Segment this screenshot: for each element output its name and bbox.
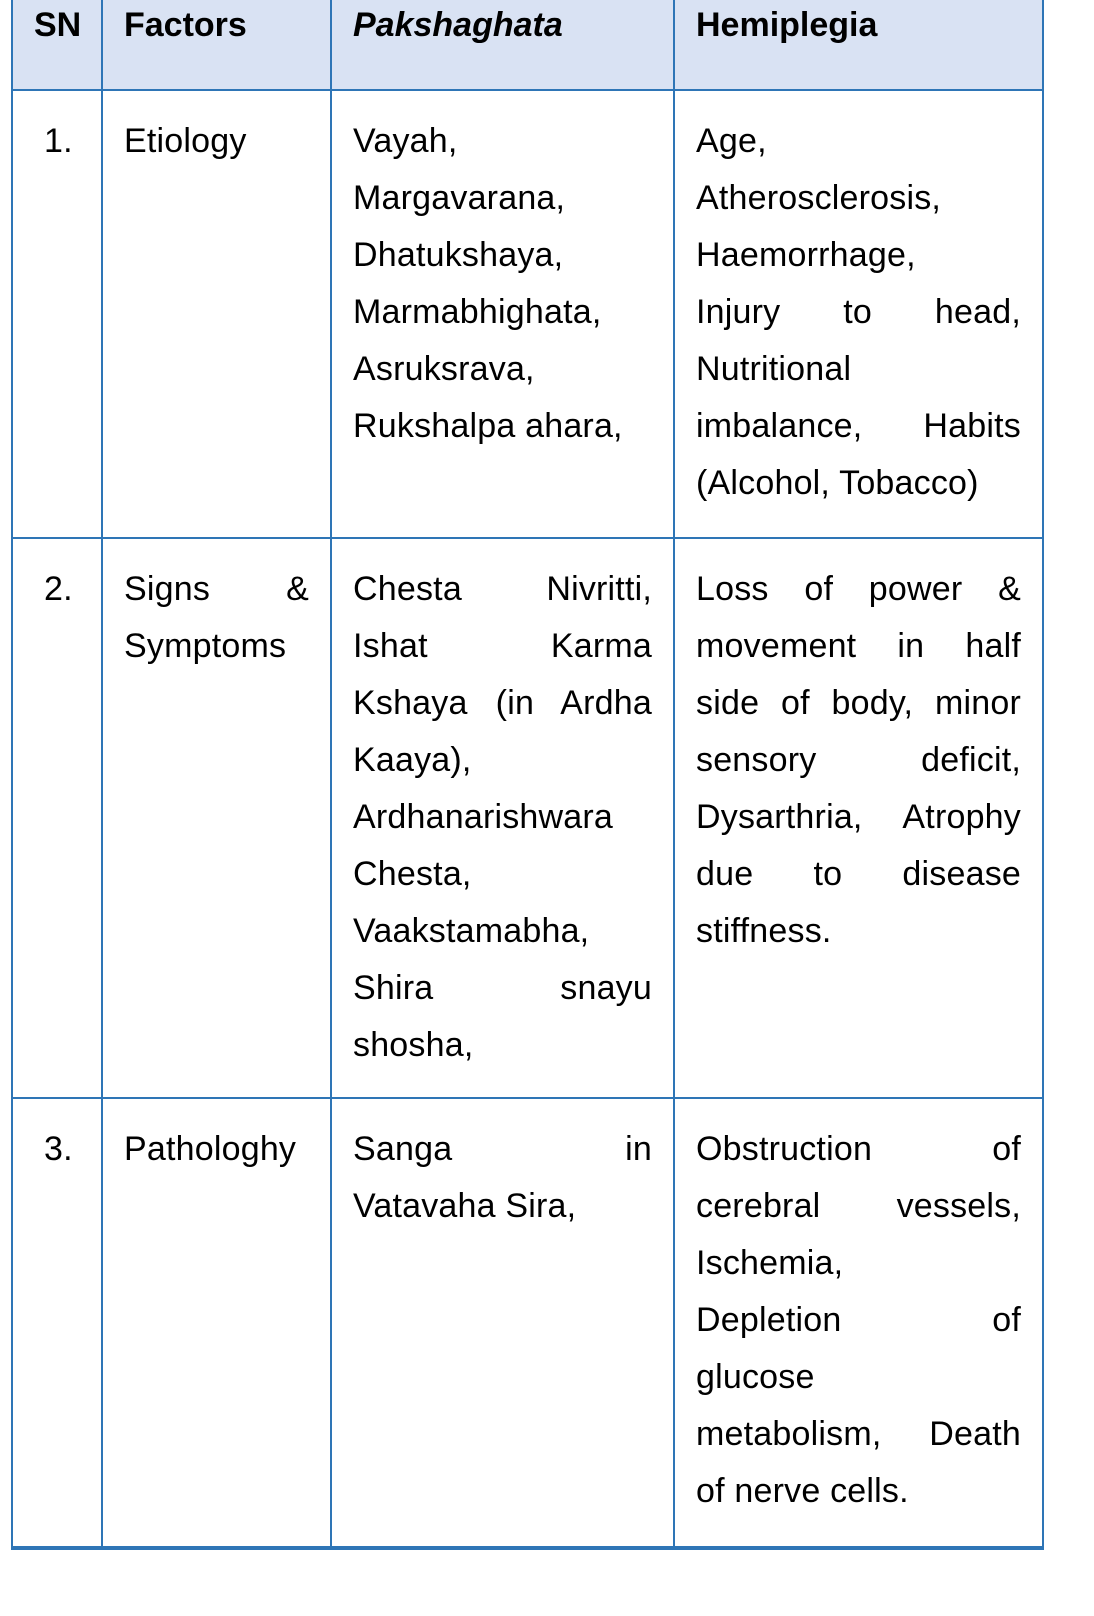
cell-factor — [102, 1098, 331, 1548]
hemiplegia-line: Obstruction of — [696, 1130, 1021, 1168]
pakshaghata-line: Chesta Nivritti, — [353, 570, 652, 608]
cell-factor — [102, 538, 331, 1098]
hemiplegia-line: sensory deficit, — [696, 741, 1021, 779]
row-number: 2. — [44, 570, 73, 608]
pakshaghata-line: Ishat Karma — [353, 627, 652, 665]
table-row — [12, 538, 1043, 1098]
pakshaghata-line: Vaakstamabha, — [353, 912, 590, 950]
hemiplegia-line: Haemorrhage, — [696, 236, 916, 274]
pakshaghata-line: Kshaya (in Ardha — [353, 684, 652, 722]
hemiplegia-line: Nutritional — [696, 350, 852, 388]
hemiplegia-line: of nerve cells. — [696, 1472, 909, 1510]
cell-sn — [12, 90, 102, 538]
header-pakshaghata — [331, 0, 674, 90]
pakshaghata-line: Vayah, — [353, 122, 458, 160]
cell-hemiplegia — [674, 90, 1043, 538]
pakshaghata-line: Ardhanarishwara — [353, 798, 614, 836]
hemiplegia-line: Age, — [696, 122, 767, 160]
table-row — [12, 90, 1043, 538]
hemiplegia-line: stiffness. — [696, 912, 832, 950]
hemiplegia-line: Injury to head, — [696, 293, 1021, 331]
table-row — [12, 1098, 1043, 1548]
hemiplegia-line: imbalance, Habits — [696, 407, 1021, 445]
hemiplegia-line: Depletion of — [696, 1301, 1021, 1339]
header-factors — [102, 0, 331, 90]
table-header-row — [12, 0, 1043, 90]
row-number: 1. — [44, 122, 73, 160]
hemiplegia-line: Ischemia, — [696, 1244, 844, 1282]
factor-line: Etiology — [124, 122, 247, 160]
hemiplegia-line: side of body, minor — [696, 684, 1021, 722]
row-number: 3. — [44, 1130, 73, 1168]
hemiplegia-line: cerebral vessels, — [696, 1187, 1021, 1225]
factor-line: Symptoms — [124, 627, 287, 665]
hemiplegia-line: Dysarthria, Atrophy — [696, 798, 1021, 836]
header-sn-label: SN — [34, 6, 82, 44]
pakshaghata-line: Rukshalpa ahara, — [353, 407, 623, 445]
hemiplegia-line: metabolism, Death — [696, 1415, 1021, 1453]
hemiplegia-line: Loss of power & — [696, 570, 1021, 608]
factor-line: Signs & — [124, 570, 309, 608]
hemiplegia-line: (Alcohol, Tobacco) — [696, 464, 979, 502]
header-hemiplegia-label: Hemiplegia — [696, 6, 878, 44]
cell-hemiplegia — [674, 1098, 1043, 1548]
pakshaghata-line: Asruksrava, — [353, 350, 535, 388]
cell-hemiplegia — [674, 538, 1043, 1098]
pakshaghata-line: Shira snayu — [353, 969, 652, 1007]
cell-pakshaghata — [331, 90, 674, 538]
cell-sn — [12, 1098, 102, 1548]
pakshaghata-line: Kaaya), — [353, 741, 472, 779]
pakshaghata-line: Chesta, — [353, 855, 472, 893]
hemiplegia-line: glucose — [696, 1358, 815, 1396]
cell-pakshaghata — [331, 1098, 674, 1548]
factor-line: Pathologhy — [124, 1130, 297, 1168]
pakshaghata-line: Marmabhighata, — [353, 293, 602, 331]
hemiplegia-line: due to disease — [696, 855, 1021, 893]
header-factors-label: Factors — [124, 6, 247, 44]
header-sn — [12, 0, 102, 90]
header-pakshaghata-label: Pakshaghata — [353, 6, 563, 44]
cell-sn — [12, 538, 102, 1098]
header-hemiplegia — [674, 0, 1043, 90]
cell-pakshaghata — [331, 538, 674, 1098]
pakshaghata-line: Margavarana, — [353, 179, 566, 217]
pakshaghata-line: shosha, — [353, 1026, 474, 1064]
pakshaghata-line: Dhatukshaya, — [353, 236, 564, 274]
pakshaghata-line: Vatavaha Sira, — [353, 1187, 577, 1225]
comparison-table — [11, 0, 1044, 1550]
cell-factor — [102, 90, 331, 538]
hemiplegia-line: movement in half — [696, 627, 1021, 665]
pakshaghata-line: Sanga in — [353, 1130, 652, 1168]
hemiplegia-line: Atherosclerosis, — [696, 179, 942, 217]
